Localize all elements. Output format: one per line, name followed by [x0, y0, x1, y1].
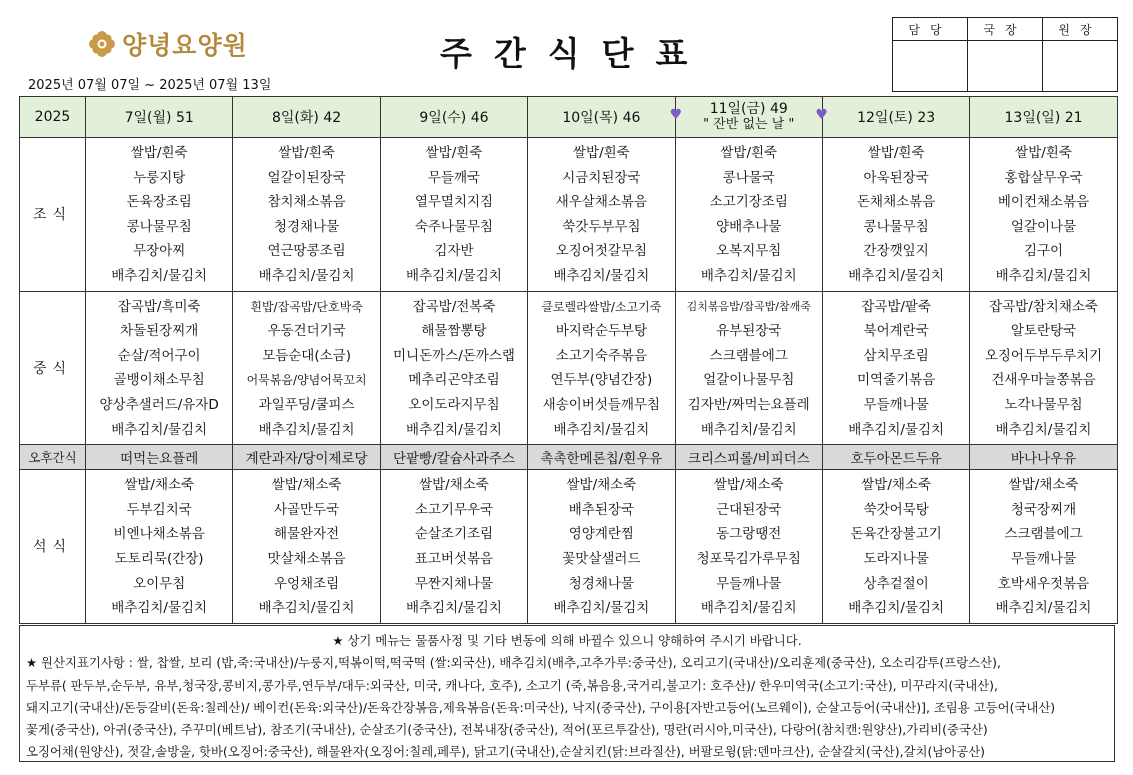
dinner-cell — [86, 470, 233, 624]
menu-item: 배추김치/물김치 — [995, 600, 1092, 617]
menu-item: 삼치무조림 — [863, 347, 929, 364]
menu-item: 열무멸치지짐 — [414, 194, 494, 211]
menu-item: 콩나물무침 — [863, 218, 929, 235]
menu-item: 스크램블에그 — [1004, 526, 1083, 543]
menu-item: 영양계란찜 — [568, 526, 634, 543]
menu-item: 배추김치/물김치 — [553, 600, 650, 617]
menu-item: 무장아찌 — [133, 243, 186, 260]
lunch-cell — [233, 291, 380, 445]
menu-item: 배추김치/물김치 — [258, 267, 355, 284]
menu-item: 쌀밥/채소죽 — [1008, 477, 1079, 494]
menu-item: 우동건더기국 — [267, 323, 346, 340]
snack-cell: 크리스피롤/비피더스 — [675, 445, 822, 470]
menu-item: 메추리곤약조림 — [408, 372, 500, 389]
menu-item: 상추겉절이 — [863, 575, 929, 592]
menu-item: 사골만두국 — [273, 501, 340, 518]
menu-item: 배추김치/물김치 — [848, 421, 945, 438]
lunch-row — [20, 291, 1118, 445]
menu-item: 무들깨나물 — [863, 396, 929, 413]
menu-item: 시금치된장국 — [562, 169, 641, 186]
menu-item: 쌀밥/흰죽 — [1015, 145, 1072, 161]
menu-item: 김자반/짜먹는요플레 — [687, 396, 810, 413]
menu-item: 배추김치/물김치 — [111, 600, 208, 617]
menu-item: 얼갈이나물 — [1010, 218, 1077, 235]
breakfast-row — [20, 138, 1118, 292]
menu-item: 쌀밥/흰죽 — [278, 145, 335, 161]
menu-item: 숙주나물무침 — [414, 218, 494, 235]
logo — [88, 26, 248, 62]
menu-item: 배추김치/물김치 — [700, 421, 797, 438]
snack-row — [20, 445, 1118, 470]
menu-item: 배추김치/물김치 — [848, 600, 945, 617]
menu-item: 어묵볶음/양념어묵꼬치 — [246, 373, 367, 388]
menu-item: 쌀밥/채소죽 — [713, 477, 784, 494]
snack-cell: 단팥빵/칼슘사과주스 — [380, 445, 527, 470]
menu-item: 잡곡밥/팥죽 — [861, 298, 932, 315]
page-title: 주간식단표 — [440, 34, 710, 73]
day-header: 9일(수) 46 — [380, 97, 527, 138]
menu-item: 배추김치/물김치 — [406, 600, 502, 617]
origin-line: 오징어채(원양산), 젓갈,솔방울, 핫바(오징어:중국산), 해물완자(오징어:칠레,페루), 닭고기(국내산),순살치킨(닭:브라질산), 버팔로윙(닭:덴마크산), 순살갈치(국산),갈치(남아공산) — [26, 744, 986, 760]
snack-cell: 바나나우유 — [970, 445, 1117, 470]
menu-item: 김구이 — [1023, 243, 1064, 260]
menu-item: 잡곡밥/전복죽 — [412, 298, 496, 315]
menu-item: 청경채나물 — [568, 575, 634, 592]
menu-item: 배추김치/물김치 — [700, 267, 797, 284]
menu-item: 동그랑땡전 — [716, 526, 782, 543]
menu-item: 순살조기조림 — [414, 526, 494, 543]
menu-item: 배추김치/물김치 — [553, 421, 650, 438]
heart-icon: ♥ — [669, 107, 683, 123]
menu-item: 비엔나채소볶음 — [113, 526, 205, 543]
menu-item: 새송이버섯들깨무침 — [542, 396, 661, 413]
breakfast-cell — [380, 138, 527, 292]
menu-item: 쌀밥/채소죽 — [124, 477, 195, 494]
dinner-cell — [822, 470, 969, 624]
menu-item: 아욱된장국 — [863, 169, 929, 186]
dinner-cell — [675, 470, 822, 624]
menu-item: 두부김치국 — [126, 501, 192, 518]
menu-item: 청포묵김가루무침 — [696, 550, 801, 567]
menu-item: 근대된장국 — [716, 501, 782, 518]
menu-item: 도토리묵(간장) — [114, 550, 204, 567]
menu-item: 무짠지채나물 — [414, 575, 494, 592]
breakfast-label: 조식 — [20, 138, 86, 292]
origin-line: ★ 원산지표기사항 : 쌀, 찹쌀, 보리 (밥,죽:국내산)/누룽지,떡볶이떡,떡국떡 (쌀:외국산), 배추김치(배추,고추가루:중국산), 오리고기(국내산)/오리훈제(중국산), 오소리감투(프랑스산), — [26, 655, 1001, 671]
dinner-cell — [233, 470, 380, 624]
menu-item: 연근땅콩조림 — [267, 243, 346, 260]
day-header: 13일(일) 21 — [970, 97, 1117, 138]
menu-item: 골뱅이채소무침 — [113, 372, 205, 389]
menu-item: 과일푸딩/쿨피스 — [258, 396, 355, 413]
breakfast-cell — [970, 138, 1117, 292]
day-header: 10일(목) 46 — [528, 97, 675, 138]
menu-item: 배추김치/물김치 — [553, 267, 650, 284]
dinner-cell — [380, 470, 527, 624]
day-label: 11일(금) 49 — [709, 101, 788, 117]
menu-item: 오이도라지무침 — [408, 396, 500, 413]
menu-item: 얼갈이된장국 — [267, 169, 346, 186]
menu-item: 오복지무침 — [716, 243, 782, 260]
notes-box — [19, 625, 1115, 762]
menu-item: 스크램블에그 — [709, 347, 788, 364]
menu-item: 표고버섯볶음 — [414, 550, 494, 567]
approval-sign-head — [1043, 41, 1118, 92]
menu-item: 해물완자전 — [273, 526, 340, 543]
menu-item: 돈채채소볶음 — [857, 194, 936, 211]
breakfast-cell — [528, 138, 675, 292]
menu-item: 돈육장조림 — [126, 194, 192, 211]
menu-item: 미역줄기볶음 — [857, 372, 936, 389]
menu-item: 소고기장조림 — [709, 194, 788, 211]
lunch-cell — [675, 291, 822, 445]
origin-line: 꽃게(중국산), 아귀(중국산), 주꾸미(베트남), 참조기(국내산), 순살조기(중국산), 전복내장(중국산), 적어(포르투갈산), 명란(러시아,미국산), 다랑어(참치캔:원양산),가리비(중국산) — [26, 722, 988, 738]
menu-item: 배추김치/물김치 — [111, 421, 208, 438]
menu-item: 오징어젓갈무침 — [555, 243, 648, 260]
menu-item: 돈육간장불고기 — [850, 526, 942, 543]
logo-text: 양녕요양원 — [122, 31, 248, 60]
breakfast-cell — [233, 138, 380, 292]
menu-item: 호박새우젓볶음 — [997, 575, 1090, 592]
menu-item: 미니돈까스/돈까스랩 — [393, 347, 515, 364]
menu-item: 모듬순대(소금) — [262, 347, 351, 364]
menu-item: 쌀밥/채소죽 — [419, 477, 489, 494]
menu-item: 양배추나물 — [716, 218, 782, 235]
menu-item: 쌀밥/채소죽 — [271, 477, 342, 494]
menu-item: 맛살채소볶음 — [267, 550, 346, 567]
snack-cell: 호두아몬드두유 — [822, 445, 969, 470]
menu-item: 쌀밥/채소죽 — [566, 477, 637, 494]
menu-item: 홍합살무우국 — [1004, 169, 1083, 186]
menu-item: 쑥갓두부무침 — [562, 218, 641, 235]
menu-item: 청경채나물 — [273, 218, 340, 235]
menu-item: 새우살채소볶음 — [555, 194, 648, 211]
dinner-label: 석식 — [20, 470, 86, 624]
menu-item: 쌀밥/채소죽 — [861, 477, 932, 494]
menu-item: 꽃맛살샐러드 — [562, 550, 641, 567]
approval-sign-staff — [893, 41, 968, 92]
menu-item: 쌀밥/흰죽 — [720, 145, 778, 161]
menu-item: 배추김치/물김치 — [111, 267, 208, 284]
day-header: 12일(토) 23 — [822, 97, 969, 138]
day-header: 8일(화) 42 — [233, 97, 380, 138]
snack-cell: 계란과자/당이제로당 — [233, 445, 380, 470]
menu-item: 차돌된장찌개 — [120, 323, 199, 340]
lunch-cell — [380, 291, 527, 445]
day-header-row — [20, 97, 1118, 138]
menu-item: 배추김치/물김치 — [258, 421, 355, 438]
menu-item: 흰밥/잡곡밥/단호박죽 — [250, 299, 363, 314]
menu-item: 알토란탕국 — [1010, 323, 1077, 340]
menu-item: 배추김치/물김치 — [406, 267, 502, 284]
menu-item: 순살/적어구이 — [117, 347, 201, 364]
menu-item: 북어계란국 — [863, 323, 929, 340]
notice-text: ★ 상기 메뉴는 물품사정 및 기타 변동에 의해 바뀔수 있으니 양해하여 주시기 바랍니다. — [332, 633, 802, 648]
heart-icon: ♥ — [815, 107, 828, 123]
lunch-cell — [970, 291, 1117, 445]
menu-item: 배추김치/물김치 — [995, 267, 1092, 284]
flower-logo-icon — [88, 30, 116, 58]
menu-item: 양상추샐러드/유자D — [99, 396, 219, 413]
menu-item: 쌀밥/흰죽 — [425, 145, 483, 161]
dinner-cell — [528, 470, 675, 624]
lunch-cell — [86, 291, 233, 445]
menu-item: 간장깻잎지 — [863, 243, 929, 260]
year-cell: 2025 — [20, 97, 86, 138]
snack-cell: 촉촉한메론칩/흰우유 — [528, 445, 675, 470]
lunch-label: 중식 — [20, 291, 86, 445]
dinner-row — [20, 470, 1118, 624]
day-header: 7일(월) 51 — [86, 97, 233, 138]
breakfast-cell — [822, 138, 969, 292]
approval-sign-director — [968, 41, 1043, 92]
menu-item: 베이컨채소볶음 — [997, 194, 1090, 211]
breakfast-cell — [675, 138, 822, 292]
menu-item: 클로렐라쌀밥/소고기죽 — [541, 299, 662, 314]
menu-item: 오이무침 — [133, 575, 186, 592]
menu-item: 배추김치/물김치 — [848, 267, 945, 284]
origin-line: 돼지고기(국내산)/돈등갈비(돈육:칠레산)/ 베이컨(돈육:외국산)/돈육간장볶음,제육볶음(돈육:미국산), 낙지(중국산), 구이용[자반고등어(노르웨이), 순살고등어(국내산)], 조림용 고등어(국내산) — [26, 699, 1056, 715]
snack-cell: 떠먹는요플레 — [86, 445, 233, 470]
menu-item: 배추김치/물김치 — [700, 600, 797, 617]
menu-item: 배추김치/물김치 — [406, 421, 502, 438]
lunch-cell — [822, 291, 969, 445]
day-header — [669, 97, 828, 138]
menu-item: 무들깨나물 — [1010, 550, 1077, 567]
menu-item: 건새우마늘쫑볶음 — [991, 372, 1096, 389]
dinner-cell — [970, 470, 1117, 624]
menu-item: 누룽지탕 — [133, 169, 186, 186]
menu-item: 콩나물국 — [722, 169, 775, 186]
menu-item: 노각나물무침 — [1004, 396, 1083, 413]
origin-line: 두부류( 판두부,순두부, 유부,청국장,콩비지,콩가루,연두부/대두:외국산, 미국, 캐나다, 호주), 소고기 (죽,볶음용,국거리,불고기: 호주산)/ 한우미역국(소고기:국산), 미꾸라지(국내산), — [26, 677, 998, 693]
menu-item: 배추김치/물김치 — [258, 600, 355, 617]
menu-item: 소고기숙주볶음 — [555, 347, 648, 364]
menu-item: 우엉채조림 — [273, 575, 340, 592]
menu-item: 연두부(양념간장) — [550, 372, 653, 389]
menu-item: 유부된장국 — [716, 323, 782, 340]
menu-item: 김자반 — [434, 243, 474, 260]
menu-item: 무들깨나물 — [716, 575, 782, 592]
approval-box — [892, 17, 1118, 92]
menu-item: 오징어두부두루치기 — [984, 347, 1103, 364]
breakfast-cell — [86, 138, 233, 292]
approval-label-director: 국장 — [968, 18, 1043, 41]
menu-item: 해물짬뽕탕 — [421, 323, 487, 340]
menu-item: 콩나물무침 — [126, 218, 192, 235]
menu-item: 얼갈이나물무침 — [703, 372, 795, 389]
no-leftover-day-note: " 잔반 없는 날 " — [703, 117, 795, 132]
menu-item: 배추된장국 — [568, 501, 634, 518]
approval-label-head: 원장 — [1043, 18, 1118, 41]
approval-label-staff: 담당 — [893, 18, 968, 41]
menu-item: 도라지나물 — [863, 550, 929, 567]
lunch-cell — [528, 291, 675, 445]
snack-label: 오후간식 — [20, 445, 86, 470]
menu-item: 배추김치/물김치 — [995, 421, 1092, 438]
date-range: 2025년 07월 07일 ~ 2025년 07월 13일 — [28, 78, 272, 93]
menu-item: 쌀밥/흰죽 — [130, 145, 188, 161]
menu-item: 참치채소볶음 — [267, 194, 346, 211]
menu-item: 쌀밥/흰죽 — [867, 145, 925, 161]
menu-item: 쑥갓어묵탕 — [863, 501, 929, 518]
menu-item: 김치볶음밥/잡곡밥/참깨죽 — [686, 299, 811, 313]
menu-item: 잡곡밥/참치채소죽 — [989, 298, 1098, 315]
friday-header — [669, 101, 828, 133]
menu-item: 소고기무우국 — [414, 501, 494, 518]
menu-item: 쌀밥/흰죽 — [573, 145, 630, 161]
menu-item: 청국장찌개 — [1010, 501, 1077, 518]
menu-item: 바지락순두부탕 — [555, 323, 648, 340]
menu-table — [19, 96, 1118, 624]
menu-item: 무들깨국 — [427, 169, 481, 186]
menu-item: 잡곡밥/흑미죽 — [117, 298, 201, 315]
